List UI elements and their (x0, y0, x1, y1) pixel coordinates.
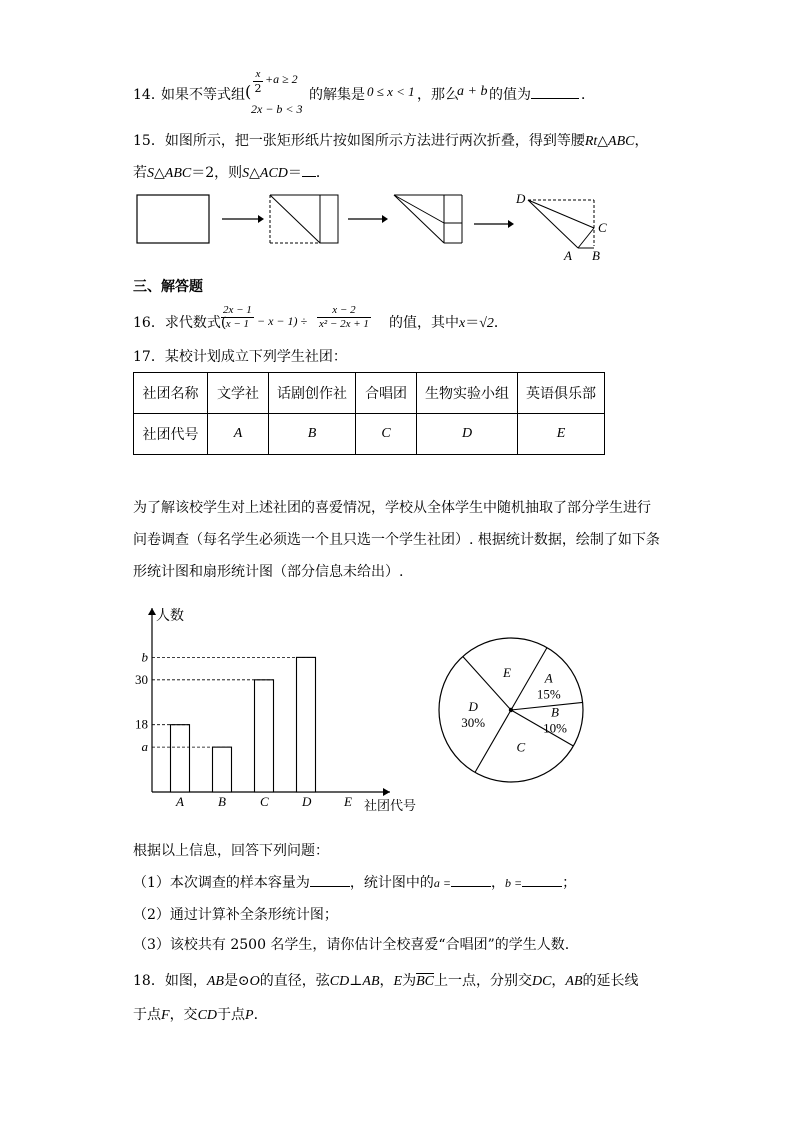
arrow-3-head (508, 220, 514, 228)
table-cell: C (356, 414, 417, 455)
pie-percent-B: 10% (543, 720, 567, 736)
q17-intro: 17．某校计划成立下列学生社团： (133, 349, 347, 365)
bar-ytick-b: b (141, 649, 148, 665)
q18-h: 的延长线 (582, 973, 639, 989)
table-cell: A (208, 414, 269, 455)
fold-rect-1 (137, 195, 209, 243)
fold-step-4 (528, 200, 594, 248)
fold-step-3 (394, 195, 462, 243)
q18-cd-ab: CD⊥AB (329, 974, 380, 989)
q14-solution: 0 ≤ x < 1 (367, 84, 415, 99)
q18-l2b: ，交 (169, 1007, 198, 1023)
club-table (133, 372, 605, 455)
table-row (134, 414, 605, 455)
q16-end: ． (493, 315, 508, 331)
table-cell: 文学社 (208, 373, 269, 414)
q16-frac1-den: x − 1 (225, 318, 250, 330)
q18-dc: DC (531, 974, 552, 989)
q14-end: ． (581, 87, 595, 103)
table-cell: 合唱团 (356, 373, 417, 414)
q17-sep: ， (491, 875, 506, 891)
bar-xlabel: 社团代号 (364, 798, 417, 813)
q17-para-3: 形统计图和扇形统计图（部分信息未给出）. (133, 564, 404, 580)
q14-ineq1-den: 2 (254, 82, 262, 95)
pie-label-B: B (551, 704, 559, 720)
q18-f-point: F (161, 1008, 170, 1023)
q18-a: 18．如图， (133, 973, 207, 989)
q16-frac2 (317, 304, 371, 331)
q15-s-acd: S△ACD (242, 166, 288, 181)
q16-frac2-den: x² − 2x + 1 (319, 318, 369, 330)
q14-ineq2: 2x − b < 3 (251, 102, 303, 116)
q15-line1 (133, 130, 648, 150)
bar-chart (128, 598, 428, 820)
q16-value: √2 (479, 316, 494, 331)
bar-ytick-a: a (141, 739, 148, 755)
bar-y-arrow (148, 608, 156, 615)
q18-l2a: 于点 (133, 1007, 161, 1023)
q16-eq: ＝ (465, 315, 480, 331)
q16-suffix (389, 312, 508, 332)
bar-xtick-B: B (218, 794, 226, 809)
q14-prefix: 如果不等式组 (161, 87, 245, 103)
q18-line1 (133, 970, 639, 990)
pie-label-E: E (503, 665, 512, 681)
fold-step-2 (270, 195, 338, 243)
q15-if: 若 (133, 165, 147, 181)
sample-size-blank[interactable] (310, 886, 350, 887)
bar-ylabel: 人数 (156, 609, 184, 624)
table-cell: 英语俱乐部 (518, 373, 605, 414)
q15-line2 (133, 162, 330, 182)
pie-chart (436, 634, 586, 784)
q17-sub3: （3）该校共有 2500 名学生，请你估计全校喜爱“合唱团”的学生人数. (133, 937, 570, 953)
table-cell: B (269, 414, 356, 455)
q16-frac1 (221, 304, 254, 331)
bar-xtick-A: A (176, 794, 184, 809)
bar-C (255, 680, 274, 792)
q18-cd: CD (197, 1008, 218, 1023)
q18-l2c: 于点 (217, 1007, 246, 1023)
q18-ab: AB (206, 974, 224, 989)
label-D: D (516, 191, 526, 206)
q14-suffix2: 的值为 (489, 87, 531, 103)
table-cell: D (417, 414, 518, 455)
table-cell: 话剧创作社 (269, 373, 356, 414)
label-C: C (598, 220, 607, 235)
q17-sub1-b: ，统计图中的 (349, 875, 434, 891)
b-value-blank[interactable] (522, 886, 562, 887)
q17-para-2: 问卷调查（每名学生必须选一个且只选一个学生社团）. 根据统计数据，绘制了如下条 (133, 532, 660, 548)
q16-mid: − x − 1) ÷ (257, 314, 308, 328)
q17-a-var: a = (433, 876, 452, 890)
pie-label-A: A (544, 670, 553, 686)
q15-then: ＝2，则 (191, 165, 243, 181)
q18-e: E (393, 974, 403, 989)
q17-sub1 (133, 872, 576, 892)
q18-c: 的直径，弦 (259, 973, 330, 989)
q15-line1-text: 15．如图所示，把一张矩形纸片按如图所示方法进行两次折叠，得到等腰 (133, 133, 585, 149)
q14-middle: 的解集是 (309, 87, 365, 103)
q15-end: ． (315, 165, 330, 181)
q17-sub1-a: （1）本次调查的样本容量为 (133, 875, 310, 891)
q14-number: 14． (133, 87, 165, 103)
bar-xtick-E: E (344, 794, 352, 809)
bar-xtick-C: C (260, 794, 269, 809)
q14-paren: ( (245, 82, 252, 101)
q16-suffix-text: 的值，其中 (389, 315, 459, 331)
q16-var: x (459, 316, 466, 331)
a-value-blank[interactable] (451, 886, 491, 887)
pie-percent-D: 30% (461, 714, 486, 730)
q16-frac2-num: x − 2 (317, 304, 371, 318)
q15-line1-end: ， (634, 133, 649, 149)
q17-b-var: b = (505, 876, 523, 890)
table-cell: 生物实验小组 (417, 373, 518, 414)
q14-answer-blank[interactable] (531, 98, 579, 99)
q17-sub1-end: ； (562, 875, 577, 891)
label-B: B (592, 248, 600, 263)
bar-x-arrow (383, 788, 390, 796)
q16-prefix: 16．求代数式( (133, 315, 227, 331)
q18-arc: $\overline{BC}$ (416, 974, 434, 989)
table-cell: E (518, 414, 605, 455)
q18-p: P (245, 1008, 254, 1023)
q18-ab2: AB (565, 974, 583, 989)
q14-expr: a + b (457, 84, 488, 99)
table-cell: 社团名称 (134, 373, 208, 414)
q14-ineq1-num: x (255, 68, 261, 80)
q18-l2end: . (253, 1007, 259, 1023)
q18-b: 是⊙ (223, 973, 250, 989)
pie-center (509, 708, 513, 712)
q14-suffix1: ，那么 (417, 87, 459, 103)
q16-frac1-num: 2x − 1 (223, 304, 252, 316)
q15-fold-diagram (130, 188, 620, 264)
q18-g: ， (551, 973, 566, 989)
table-row (134, 373, 605, 414)
q18-d: ， (379, 973, 394, 989)
bar-D (297, 657, 316, 792)
q15-s-abc: S△ABC (147, 166, 192, 181)
q18-line2 (133, 1004, 258, 1024)
q15-triangle: Rt△ABC (584, 134, 635, 149)
q18-f: 上一点，分别交 (433, 973, 532, 989)
q15-answer-blank[interactable] (302, 176, 316, 177)
bar-ytick-18: 18 (135, 716, 148, 732)
q14-ineq1-rest: +a ≥ 2 (265, 72, 298, 86)
pie-label-D: D (468, 698, 478, 714)
arrow-1-head (258, 215, 264, 223)
q17-para-1: 为了解该校学生对上述社团的喜爱情况，学校从全体学生中随机抽取了部分学生进行 (133, 500, 651, 516)
q18-e2: 为 (402, 973, 417, 989)
q18-o: O (249, 974, 260, 989)
q17-after: 根据以上信息，回答下列问题： (133, 843, 329, 859)
arrow-2-head (382, 215, 388, 223)
label-A: A (564, 248, 572, 263)
section-heading: 三、解答题 (133, 279, 203, 295)
bar-A (171, 725, 190, 792)
pie-label-C: C (516, 739, 526, 755)
table-cell: 社团代号 (134, 414, 208, 455)
q17-sub2: （2）通过计算补全条形统计图； (133, 907, 338, 923)
pie-percent-A: 15% (536, 686, 561, 702)
bar-B (213, 747, 232, 792)
bar-xtick-D: D (302, 794, 312, 809)
bar-ytick-30: 30 (135, 671, 148, 687)
q15-eq: ＝ (287, 165, 302, 181)
